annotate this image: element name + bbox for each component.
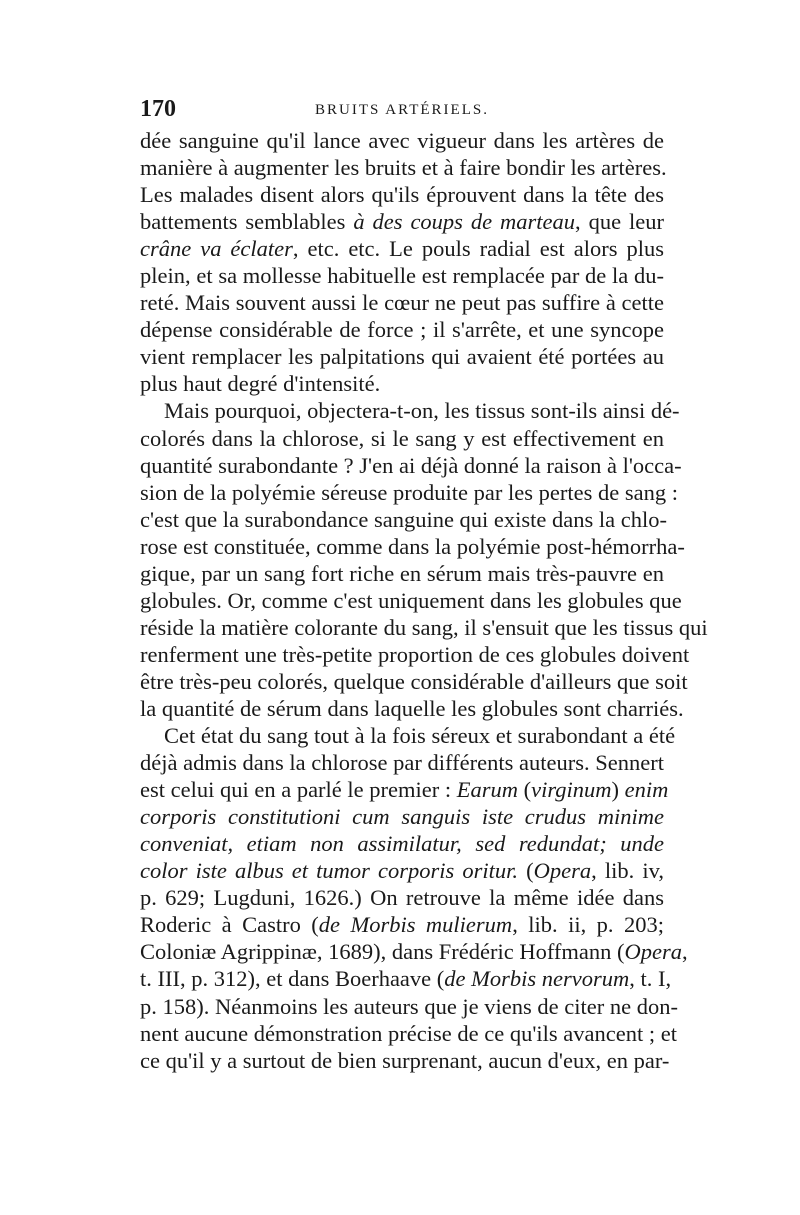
text-line <box>140 614 708 641</box>
text-line <box>140 506 668 533</box>
text-line <box>140 154 667 181</box>
text-segment: ce qu'il y a surtout de bien surprenant, aucun d'eux, en par- <box>140 1047 670 1073</box>
text-segment: vient remplacer les palpitations qui avaient été portées au <box>140 344 664 370</box>
text-segment: Mais pourquoi, objectera-t-on, les tissus sont-ils ainsi dé- <box>164 398 680 424</box>
running-head: BRUITS ARTÉRIELS. <box>315 102 489 118</box>
text-line <box>140 397 680 424</box>
text-segment: Coloniæ Agrippinæ, 1689), dans Frédéric Hoffmann ( <box>140 939 625 965</box>
text-segment: renferment une très-petite proportion de ces globules doivent <box>140 641 690 667</box>
text-segment: colorés dans la chlorose, si le sang y est effectivement en <box>140 425 664 451</box>
text-segment: , <box>682 939 688 965</box>
italic-text: enim <box>624 777 669 803</box>
text-segment: être très-peu colorés, quelque considérable d'ailleurs que soit <box>140 668 688 694</box>
text-segment: quantité surabondante ? J'en ai déjà donné la raison à l'occa- <box>140 452 682 478</box>
text-line <box>140 479 678 506</box>
text-segment: dépense considérable de force ; il s'arrête, et une syncope <box>140 317 664 343</box>
text-line <box>140 965 672 992</box>
text-line <box>140 533 685 560</box>
text-line <box>140 587 682 614</box>
text-segment: rose est constituée, comme dans la polyémie post-hémorrha- <box>140 533 685 559</box>
text-segment: p. 158). Néanmoins les auteurs que je viens de citer ne don- <box>140 993 678 1019</box>
text-line <box>140 938 688 965</box>
italic-text: corporis constitutioni cum sanguis iste crudus minime <box>140 804 664 830</box>
text-segment: , t. I, <box>629 966 672 992</box>
text-line <box>140 262 664 289</box>
text-line <box>140 343 664 370</box>
text-segment: , etc. etc. Le pouls radial est alors plus <box>292 236 664 262</box>
text-segment: battements semblables <box>140 209 354 235</box>
text-line <box>140 1020 677 1047</box>
text-segment: p. 629; Lugduni, 1626.) On retrouve la même idée dans <box>140 885 664 911</box>
italic-text: crâne va éclater <box>140 236 293 262</box>
text-segment: Les malades disent alors qu'ils éprouvent dans la tête des <box>140 182 664 208</box>
italic-text: Opera <box>624 939 683 965</box>
text-segment: déjà admis dans la chlorose par différents auteurs. Sennert <box>140 750 664 776</box>
text-segment: est celui qui en a parlé le premier : <box>140 777 457 803</box>
italic-text: de Morbis nervorum <box>444 966 630 992</box>
text-line <box>140 803 664 830</box>
text-line <box>140 370 664 397</box>
page-header <box>140 96 662 126</box>
text-line <box>140 560 664 587</box>
text-segment: dée sanguine qu'il lance avec vigueur dans les artères de <box>140 128 664 153</box>
text-segment: Cet état du sang tout à la fois séreux et surabondant a été <box>164 723 676 749</box>
text-line <box>140 776 669 803</box>
text-segment: plus haut degré d'intensité. <box>140 371 381 397</box>
italic-text: Earum <box>456 777 518 803</box>
text-segment: plein, et sa mollesse habituelle est remplacée par de la du- <box>140 263 664 289</box>
text-line <box>140 208 664 235</box>
text-line <box>140 316 664 343</box>
italic-text: de Morbis mulierum <box>318 912 513 938</box>
text-segment: sion de la polyémie séreuse produite par les pertes de sang : <box>140 479 678 505</box>
text-line <box>140 749 664 776</box>
text-line <box>140 289 664 316</box>
text-line <box>140 452 682 479</box>
text-segment: manière à augmenter les bruits et à faire bondir les artères. <box>140 155 667 181</box>
text-line <box>140 857 664 884</box>
text-line <box>140 1047 670 1074</box>
text-line <box>140 884 664 911</box>
text-line <box>140 722 676 749</box>
text-segment: Roderic à Castro ( <box>140 912 319 938</box>
text-line <box>140 911 664 938</box>
text-line <box>140 425 664 452</box>
text-segment: ( <box>518 777 532 803</box>
italic-text: Opera <box>533 858 592 884</box>
text-line <box>140 181 664 208</box>
italic-text: color iste albus et tumor corporis oritur. <box>140 858 519 884</box>
text-line <box>140 668 688 695</box>
text-segment: réside la matière colorante du sang, il s'ensuit que les tissus qui <box>140 614 708 640</box>
text-line <box>140 235 664 262</box>
text-segment: gique, par un sang fort riche en sérum mais très-pauvre en <box>140 560 664 586</box>
text-line <box>140 993 678 1020</box>
text-line <box>140 641 690 668</box>
text-segment: t. III, p. 312), et dans Boerhaave ( <box>140 966 445 992</box>
text-segment: globules. Or, comme c'est uniquement dans les globules que <box>140 587 682 613</box>
text-segment: nent aucune démonstration précise de ce qu'ils avancent ; et <box>140 1020 677 1046</box>
text-segment: reté. Mais souvent aussi le cœur ne peut pas suffire à cette <box>140 290 664 316</box>
text-segment: ) <box>611 777 625 803</box>
text-line <box>140 127 664 154</box>
text-segment: , que leur <box>575 209 665 235</box>
italic-text: virginum <box>531 777 612 803</box>
text-segment: ( <box>518 858 534 884</box>
italic-text: conveniat, etiam non assimilatur, sed redundat; unde <box>140 831 664 857</box>
text-segment: , lib. iv, <box>591 858 664 884</box>
text-line <box>140 830 664 857</box>
text-line <box>140 695 684 722</box>
text-segment: c'est que la surabondance sanguine qui existe dans la chlo- <box>140 506 668 532</box>
text-segment: la quantité de sérum dans laquelle les globules sont charriés. <box>140 695 684 721</box>
italic-text: à des coups de marteau <box>353 209 576 235</box>
body-text <box>140 127 708 1074</box>
page-number: 170 <box>140 96 176 122</box>
text-segment: , lib. ii, p. 203; <box>512 912 664 938</box>
